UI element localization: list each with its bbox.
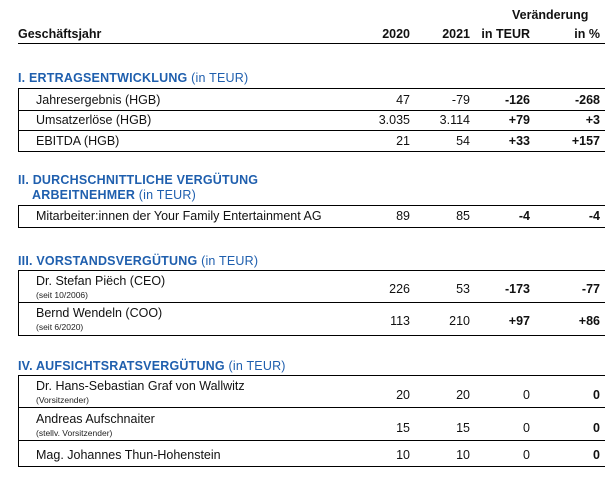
table-row-label: Dr. Stefan Piëch (CEO) xyxy=(36,274,166,288)
section-title xyxy=(18,359,286,373)
table-row-label: Umsatzerlöse (HGB) xyxy=(36,113,152,127)
table-row-label: Andreas Aufschnaiter xyxy=(36,412,155,426)
cell-2021: 15 xyxy=(456,421,470,435)
cell-change-pct: 0 xyxy=(593,448,600,462)
change-header: Veränderung xyxy=(512,8,589,22)
cell-change-pct: -4 xyxy=(588,209,600,223)
cell-2020: 89 xyxy=(396,209,410,223)
year-2020-header: 2020 xyxy=(382,27,410,41)
cell-2020: 15 xyxy=(396,421,410,435)
cell-2021: 53 xyxy=(456,282,470,296)
row-rule xyxy=(18,440,605,441)
cell-2020: 47 xyxy=(396,93,410,107)
section-title xyxy=(18,71,248,85)
section-rule xyxy=(18,205,605,206)
row-rule xyxy=(18,335,605,336)
table-row-sublabel: (seit 6/2020) xyxy=(36,322,84,332)
header-rule xyxy=(18,43,605,44)
section-rule xyxy=(18,270,605,271)
cell-change-teur: 0 xyxy=(523,421,530,435)
cell-change-teur: +79 xyxy=(508,113,530,127)
cell-2021: 3.114 xyxy=(439,113,470,127)
cell-2021: 85 xyxy=(456,209,470,223)
section-rule xyxy=(18,88,605,89)
section-title-text: IV. AUFSICHTSRATSVERGÜTUNG xyxy=(18,359,225,373)
section-unit: (in TEUR) xyxy=(201,254,259,268)
table-row-label: Dr. Hans-Sebastian Graf von Wallwitz xyxy=(36,379,245,393)
cell-2020: 20 xyxy=(396,388,410,402)
section-unit: (in TEUR) xyxy=(138,188,196,202)
cell-change-pct: +3 xyxy=(585,113,600,127)
left-border xyxy=(18,88,19,151)
table-row-sublabel: (seit 10/2006) xyxy=(36,290,88,300)
table-row-label: Mag. Johannes Thun-Hohenstein xyxy=(36,448,221,462)
table-row-label: Bernd Wendeln (COO) xyxy=(36,306,163,320)
section-rule xyxy=(18,375,605,376)
cell-2021: -79 xyxy=(451,93,470,107)
row-rule xyxy=(18,110,605,111)
fiscal-year-header: Geschäftsjahr xyxy=(18,27,102,41)
year-2021-header: 2021 xyxy=(442,27,470,41)
cell-2021: 10 xyxy=(456,448,470,462)
row-rule xyxy=(18,466,605,467)
row-rule xyxy=(18,151,605,152)
table-row-label: Mitarbeiter:innen der Your Family Entertainment AG xyxy=(36,209,322,223)
left-border xyxy=(18,375,19,466)
row-rule xyxy=(18,227,605,228)
cell-change-pct: 0 xyxy=(593,421,600,435)
cell-change-teur: 0 xyxy=(523,448,530,462)
cell-change-pct: +86 xyxy=(578,314,600,328)
section-title: II. DURCHSCHNITTLICHE VERGÜTUNG xyxy=(18,173,259,187)
section-title-text: ARBEITNEHMER xyxy=(32,188,136,202)
table-row-label: Jahresergebnis (HGB) xyxy=(36,93,161,107)
cell-2021: 210 xyxy=(449,314,470,328)
change-pct-header: in % xyxy=(574,27,600,41)
cell-change-pct: -268 xyxy=(574,93,600,107)
table-row-label: EBITDA (HGB) xyxy=(36,134,120,148)
cell-change-teur: +97 xyxy=(508,314,530,328)
table-row-sublabel: (Vorsitzender) xyxy=(36,395,89,405)
cell-2020: 21 xyxy=(396,134,410,148)
cell-2021: 20 xyxy=(456,388,470,402)
cell-change-teur: +33 xyxy=(508,134,530,148)
section-title-text: I. ERTRAGSENTWICKLUNG xyxy=(18,71,188,85)
row-rule xyxy=(18,302,605,303)
cell-2020: 113 xyxy=(390,314,410,328)
cell-2020: 10 xyxy=(396,448,410,462)
cell-change-pct: -77 xyxy=(581,282,600,296)
cell-2021: 54 xyxy=(456,134,470,148)
row-rule xyxy=(18,407,605,408)
section-title-line2 xyxy=(32,188,196,202)
section-unit: (in TEUR) xyxy=(228,359,286,373)
table-row-sublabel: (stellv. Vorsitzender) xyxy=(36,428,113,438)
cell-2020: 3.035 xyxy=(378,113,410,127)
row-rule xyxy=(18,130,605,131)
section-title xyxy=(18,254,258,268)
cell-change-teur: -173 xyxy=(504,282,530,296)
left-border xyxy=(18,270,19,335)
left-border xyxy=(18,205,19,227)
change-teur-header: in TEUR xyxy=(481,27,530,41)
cell-change-pct: +157 xyxy=(571,134,600,148)
cell-change-teur: 0 xyxy=(523,388,530,402)
cell-change-teur: -126 xyxy=(504,93,530,107)
cell-change-pct: 0 xyxy=(593,388,600,402)
cell-2020: 226 xyxy=(389,282,410,296)
section-title-text: III. VORSTANDSVERGÜTUNG xyxy=(18,254,198,268)
cell-change-teur: -4 xyxy=(518,209,530,223)
section-unit: (in TEUR) xyxy=(191,71,249,85)
